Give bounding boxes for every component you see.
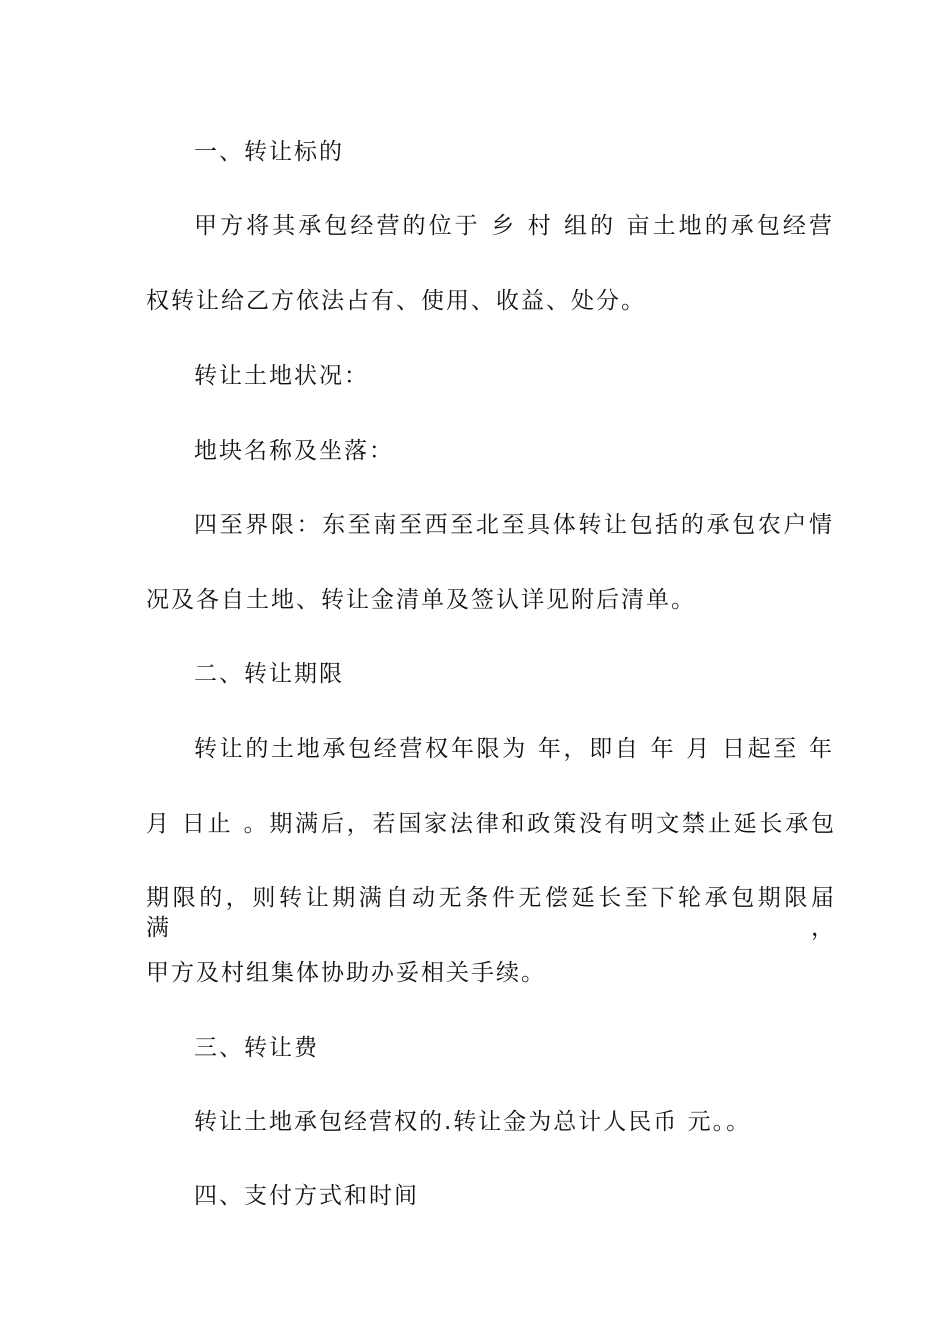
paragraph-line: 月 日止 。期满后，若国家法律和政策没有明文禁止延长承包 <box>146 811 836 837</box>
section-heading-transfer-subject: 一、转让标的 <box>194 139 344 165</box>
paragraph-line: 转让土地承包经营权的.转让金为总计人民币 元。。 <box>194 1109 752 1135</box>
paragraph-line: 甲方将其承包经营的位于 乡 村 组的 亩土地的承包经营 <box>194 213 834 239</box>
paragraph-line: 期限的，则转让期满自动无条件无偿延长至下轮承包期限届满， <box>146 885 836 941</box>
paragraph-line: 转让土地状况： <box>194 363 369 389</box>
section-heading-transfer-fee: 三、转让费 <box>194 1035 319 1061</box>
paragraph-line: 地块名称及坐落： <box>194 438 394 464</box>
paragraph-line: 甲方及村组集体协助办妥相关手续。 <box>146 960 546 986</box>
paragraph-line: 转让的土地承包经营权年限为 年，即自 年 月 日起至 年 <box>194 736 834 762</box>
paragraph-line: 四至界限：东至南至西至北至具体转让包括的承包农户情 <box>194 512 834 538</box>
section-heading-payment: 四、支付方式和时间 <box>194 1183 419 1209</box>
paragraph-line: 权转让给乙方依法占有、使用、收益、处分。 <box>146 288 646 314</box>
paragraph-line: 况及各自土地、转让金清单及签认详见附后清单。 <box>146 587 696 613</box>
section-heading-transfer-period: 二、转让期限 <box>194 661 344 687</box>
